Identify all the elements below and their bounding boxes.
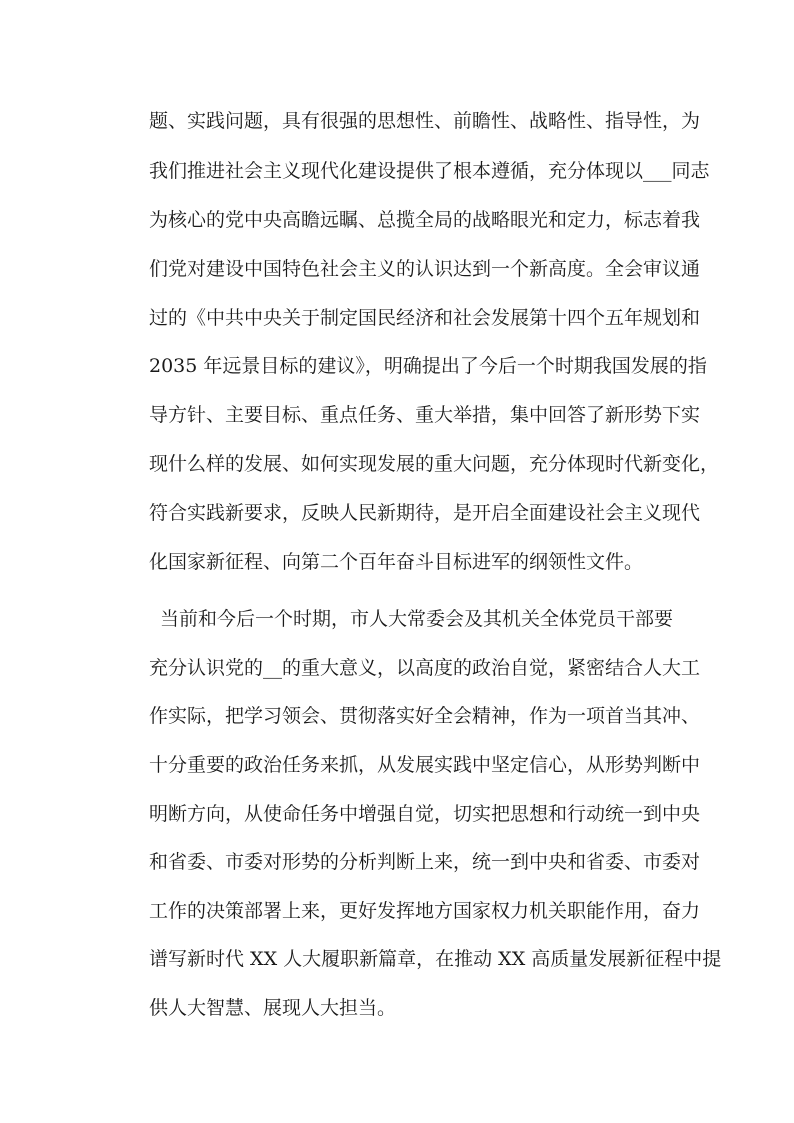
- text-line: 导方针、主要目标、重点任务、重大举措，集中回答了新形势下实: [149, 404, 701, 426]
- text-line: 谱写新时代 XX 人大履职新篇章，在推动 XX 高质量发展新征程中提: [149, 948, 722, 970]
- text-line: 工作的决策部署上来，更好发挥地方国家权力机关职能作用，奋力: [149, 900, 701, 922]
- text-line: 题、实践问题，具有很强的思想性、前瞻性、战略性、指导性，为: [149, 110, 701, 132]
- text-line: 符合实践新要求，反映人民新期待，是开启全面建设社会主义现代: [149, 502, 701, 524]
- text-line: 作实际，把学习领会、贯彻落实好全会精神，作为一项首当其冲、: [149, 705, 701, 727]
- text-line: 化国家新征程、向第二个百年奋斗目标进军的纲领性文件。: [149, 551, 644, 573]
- text-line: 我们推进社会主义现代化建设提供了根本遵循，充分体现以___同志: [149, 160, 710, 182]
- text-line: 为核心的党中央高瞻远瞩、总揽全局的战略眼光和定力，标志着我: [149, 209, 701, 231]
- text-line: 们党对建设中国特色社会主义的认识达到一个新高度。全会审议通: [149, 258, 701, 280]
- text-line: 当前和今后一个时期，市人大常委会及其机关全体党员干部要: [160, 608, 674, 630]
- text-line: 和省委、市委对形势的分析判断上来，统一到中央和省委、市委对: [149, 851, 701, 873]
- text-line: 供人大智慧、展现人大担当。: [149, 997, 397, 1019]
- text-line: 十分重要的政治任务来抓，从发展实践中坚定信心，从形势判断中: [149, 754, 701, 776]
- text-line: 2035 年远景目标的建议》，明确提出了今后一个时期我国发展的指: [149, 355, 707, 377]
- text-line: 过的《中共中央关于制定国民经济和社会发展第十四个五年规划和: [149, 307, 701, 329]
- text-line: 明断方向，从使命任务中增强自觉，切实把思想和行动统一到中央: [149, 803, 701, 825]
- text-line: 充分认识党的__的重大意义，以高度的政治自觉，紧密结合人大工: [149, 657, 701, 679]
- text-line: 现什么样的发展、如何实现发展的重大问题，充分体现时代新变化，: [149, 453, 720, 475]
